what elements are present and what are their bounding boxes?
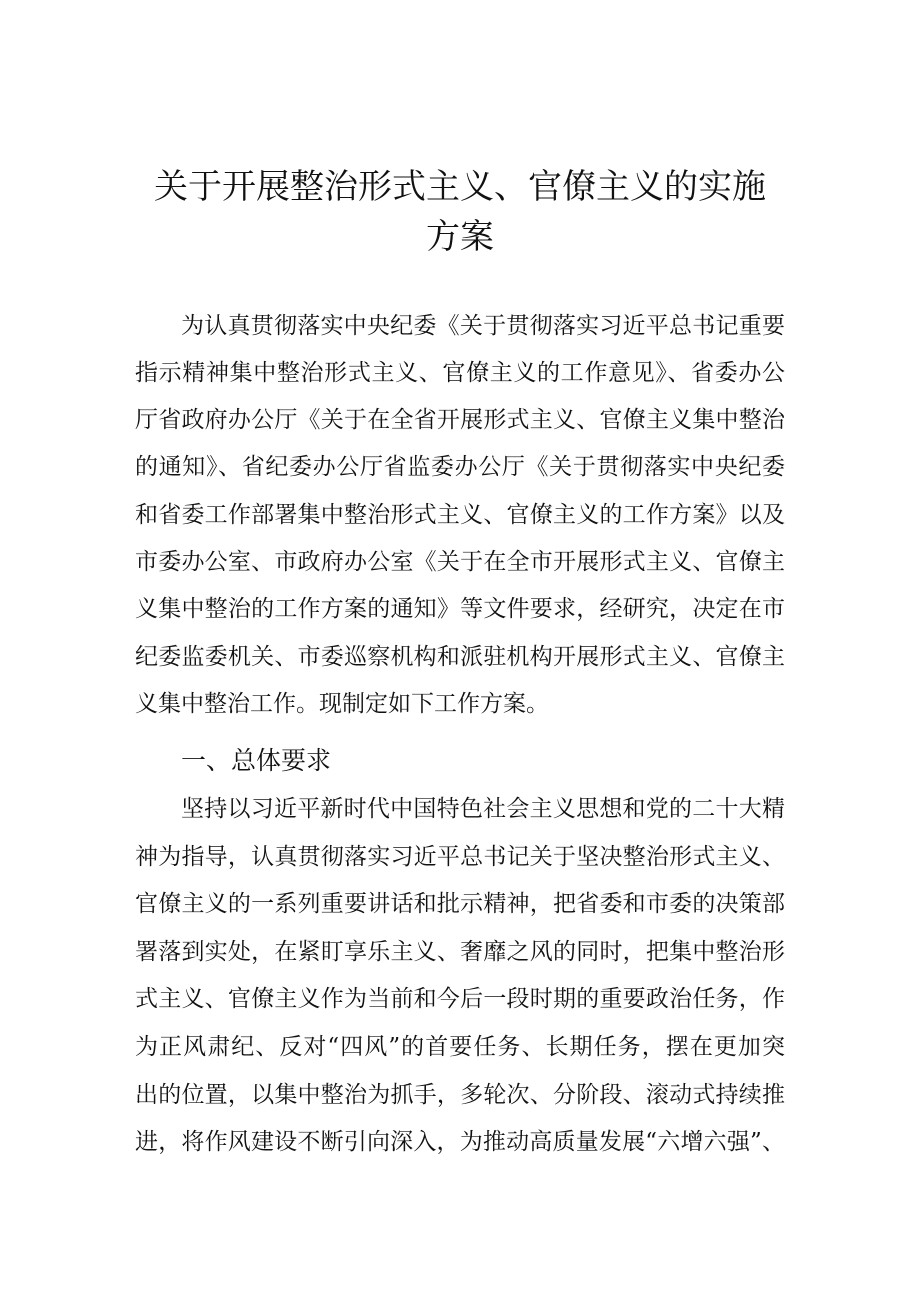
intro-paragraph-line: 的通知》、省纪委办公厅省监委办公厅《关于贯彻落实中央纪委 bbox=[135, 454, 785, 480]
section-paragraph-line: 进，将作风建设不断引向深入，为推动高质量发展“六增六强”、 bbox=[135, 1129, 785, 1155]
intro-paragraph-line: 义集中整治工作。现制定如下工作方案。 bbox=[135, 691, 549, 717]
section-heading: 一、总体要求 bbox=[181, 746, 332, 775]
section-paragraph-line: 官僚主义的一系列重要讲话和批示精神，把省委和市委的决策部 bbox=[135, 891, 785, 917]
intro-paragraph-line: 厅省政府办公厅《关于在全省开展形式主义、官僚主义集中整治 bbox=[135, 407, 785, 433]
intro-paragraph-line: 指示精神集中整治形式主义、官僚主义的工作意见》、省委办公 bbox=[135, 360, 785, 386]
intro-paragraph-line: 为认真贯彻落实中央纪委《关于贯彻落实习近平总书记重要 bbox=[181, 313, 785, 339]
section-paragraph-line: 署落到实处，在紧盯享乐主义、奢靡之风的同时，把集中整治形 bbox=[135, 939, 785, 965]
section-paragraph-line: 坚持以习近平新时代中国特色社会主义思想和党的二十大精 bbox=[181, 796, 785, 822]
intro-paragraph-line: 市委办公室、市政府办公室《关于在全市开展形式主义、官僚主 bbox=[135, 549, 785, 575]
intro-paragraph-line: 纪委监委机关、市委巡察机构和派驻机构开展形式主义、官僚主 bbox=[135, 644, 785, 670]
document-title-line-1: 关于开展整治形式主义、官僚主义的实施 bbox=[154, 167, 766, 207]
section-paragraph-line: 为正风肃纪、反对“四风”的首要任务、长期任务，摆在更加突 bbox=[135, 1034, 785, 1060]
intro-paragraph-line: 义集中整治的工作方案的通知》等文件要求，经研究，决定在市 bbox=[135, 596, 785, 622]
section-paragraph-line: 式主义、官僚主义作为当前和今后一段时期的重要政治任务，作 bbox=[135, 986, 785, 1012]
intro-paragraph-line: 和省委工作部署集中整治形式主义、官僚主义的工作方案》以及 bbox=[135, 502, 785, 528]
section-paragraph-line: 出的位置，以集中整治为抓手，多轮次、分阶段、滚动式持续推 bbox=[135, 1082, 785, 1108]
section-paragraph-line: 神为指导，认真贯彻落实习近平总书记关于坚决整治形式主义、 bbox=[135, 844, 785, 870]
document-title-line-2: 方案 bbox=[426, 217, 494, 257]
